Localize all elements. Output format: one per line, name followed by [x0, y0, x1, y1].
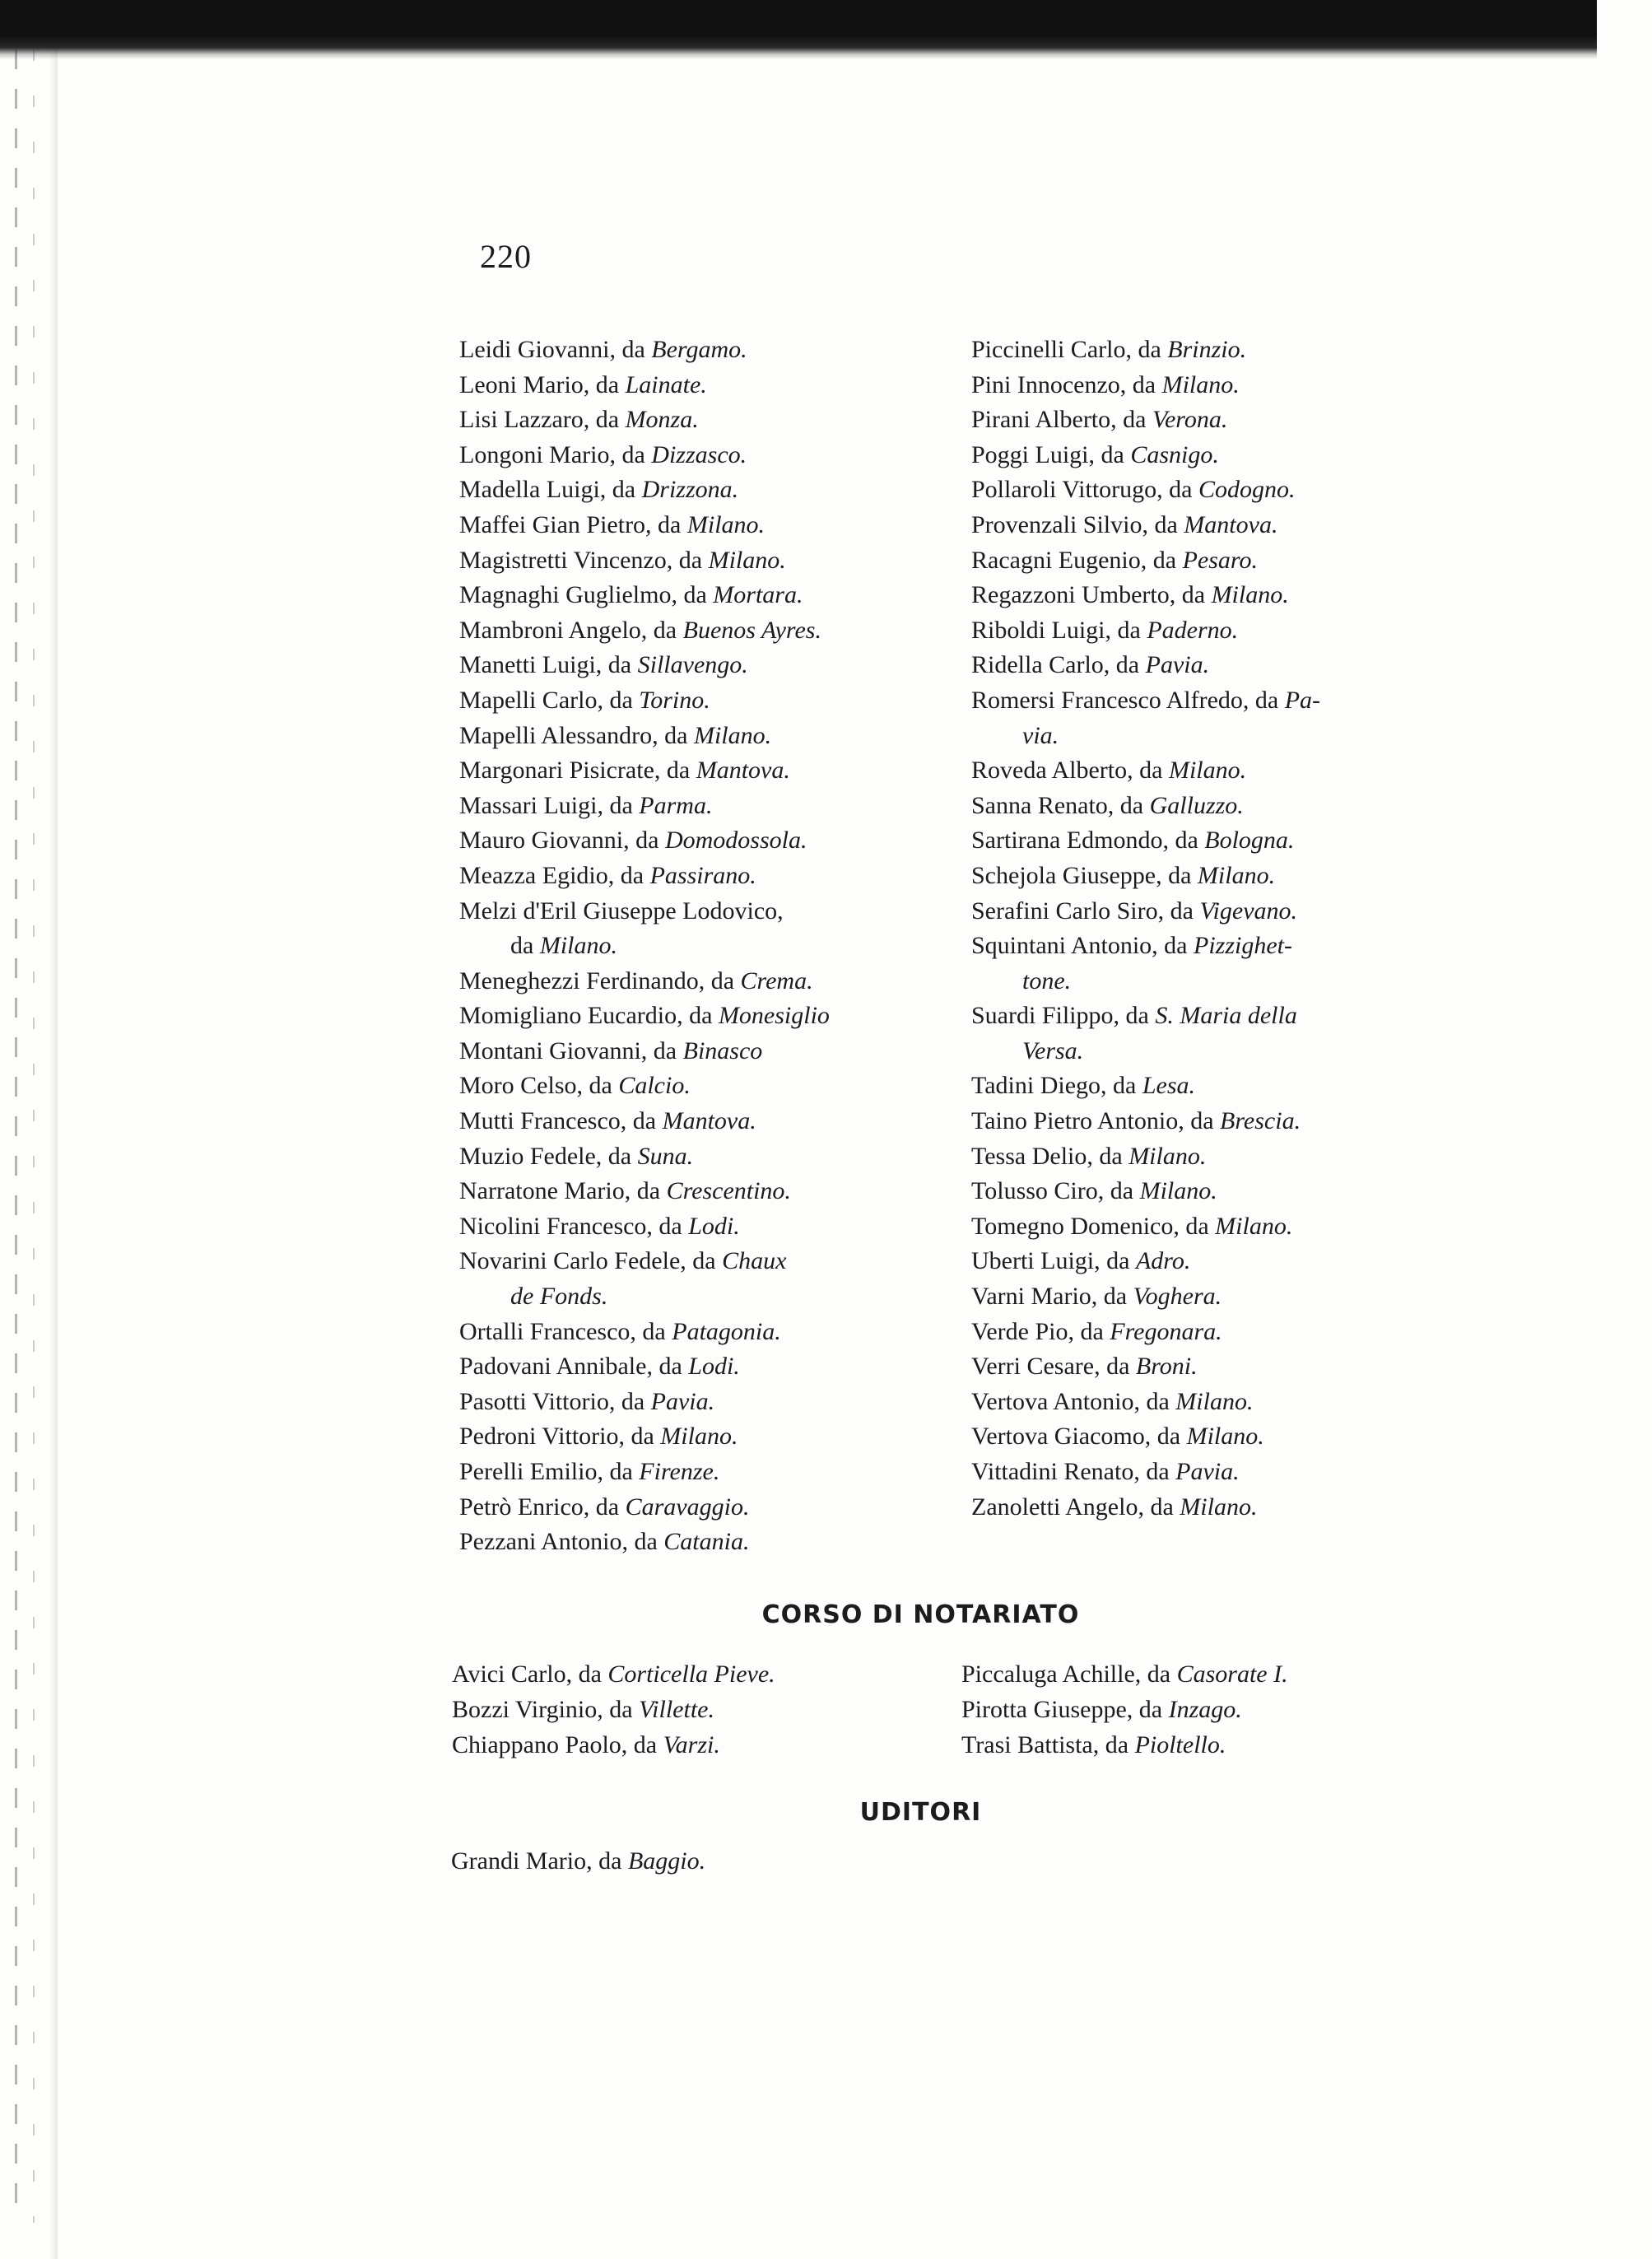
- entry-place: Milano.: [1175, 1387, 1254, 1415]
- entry-place: Galluzzo.: [1149, 791, 1244, 819]
- list-entry: [452, 1727, 880, 1763]
- entry-name: Margonari Pisicrate, da: [459, 757, 696, 785]
- entry-place: Milano.: [693, 721, 772, 749]
- entry-name: Lisi Lazzaro, da: [459, 406, 626, 434]
- list-entry: [459, 333, 896, 368]
- list-entry: [971, 1279, 1416, 1315]
- entry-name: Tessa Delio, da: [971, 1142, 1129, 1170]
- entry-place: Milano.: [1197, 861, 1276, 889]
- entry-name: Mapelli Alessandro, da: [459, 721, 694, 749]
- entry-name: Madella Luigi, da: [459, 476, 642, 504]
- list-entry: [459, 1034, 896, 1069]
- list-entry: [971, 403, 1416, 438]
- list-entry: [459, 1244, 896, 1314]
- entry-name: Pezzani Antonio, da: [459, 1528, 664, 1556]
- list-entry: [459, 543, 896, 579]
- entry-name: Romersi Francesco Alfredo, da: [971, 686, 1285, 714]
- entry-name: Vertova Giacomo, da: [971, 1423, 1187, 1451]
- list-entry: [971, 929, 1416, 999]
- entry-place: Pesaro.: [1182, 546, 1258, 574]
- entry-place: Lodi.: [688, 1353, 740, 1381]
- list-entry: [459, 964, 896, 999]
- entry-place: Villette.: [639, 1696, 714, 1723]
- entry-name: Roveda Alberto, da: [971, 757, 1169, 785]
- entry-place: Milano.: [1128, 1142, 1207, 1170]
- list-entry: [971, 1315, 1416, 1350]
- entry-name: Mambroni Angelo, da: [459, 616, 683, 644]
- entry-name: Squintani Antonio, da: [971, 932, 1194, 960]
- entry-name: Verde Pio, da: [971, 1317, 1110, 1345]
- entry-place: Caravaggio.: [625, 1493, 750, 1521]
- entry-place: Domodossola.: [664, 827, 807, 855]
- entry-place: Pioltello.: [1134, 1731, 1226, 1758]
- entry-place: Lodi.: [688, 1212, 740, 1240]
- list-entry: [971, 1069, 1416, 1104]
- entry-place: Patagonia.: [672, 1317, 781, 1345]
- list-entry: [971, 894, 1416, 929]
- list-entry: [961, 1727, 1389, 1763]
- entry-place-continuation: de Fonds.: [510, 1283, 608, 1311]
- entry-place: Torino.: [639, 686, 710, 714]
- entry-name: Melzi d'Eril Giuseppe Lodovico,: [459, 897, 784, 925]
- entry-place: Pavia.: [1145, 651, 1210, 679]
- entry-name: Pini Innocenzo, da: [971, 370, 1162, 398]
- list-entry: [459, 1139, 896, 1175]
- entry-place: Suna.: [637, 1142, 694, 1170]
- entry-name: Piccinelli Carlo, da: [971, 336, 1168, 363]
- entry-place: Crescentino.: [666, 1177, 791, 1205]
- list-entry: [459, 1385, 896, 1420]
- entry-place: Codogno.: [1198, 476, 1296, 504]
- entry-name: Chiappano Paolo, da: [452, 1731, 663, 1758]
- entry-place: Pa-: [1284, 686, 1321, 714]
- entry-name: Tolusso Ciro, da: [971, 1177, 1140, 1205]
- entry-place: Parma.: [639, 791, 713, 819]
- entry-name: Vertova Antonio, da: [971, 1387, 1176, 1415]
- list-entry: [961, 1656, 1389, 1692]
- list-entry: [459, 823, 896, 859]
- entry-name: Ortalli Francesco, da: [459, 1317, 672, 1345]
- list-entry: [971, 613, 1416, 649]
- entry-name: Vittadini Renato, da: [971, 1458, 1176, 1485]
- list-entry: [971, 473, 1416, 508]
- entry-place: Pizzighet-: [1194, 932, 1292, 960]
- entry-name: Magnaghi Guglielmo, da: [459, 581, 714, 609]
- section-heading-uditori: UDITORI: [859, 1798, 982, 1827]
- entry-name: Meneghezzi Ferdinando, da: [459, 966, 741, 994]
- entry-place: Mantova.: [1184, 510, 1278, 538]
- entry-place: Monza.: [625, 406, 699, 434]
- list-entry: [459, 1419, 896, 1455]
- list-entry: [459, 859, 896, 894]
- list-entry: [459, 1455, 896, 1490]
- entry-place: Buenos Ayres.: [682, 616, 821, 644]
- list-entry: [971, 543, 1416, 579]
- list-entry: [452, 1656, 880, 1692]
- entry-place: Milano.: [708, 546, 786, 574]
- entry-name: Tadini Diego, da: [971, 1072, 1142, 1100]
- entry-name: Muzio Fedele, da: [459, 1142, 638, 1170]
- entry-place: Calcio.: [618, 1072, 691, 1100]
- list-entry: [971, 368, 1416, 403]
- list-entry: [451, 1844, 879, 1879]
- entry-name: Leoni Mario, da: [459, 370, 626, 398]
- list-entry: [961, 1692, 1389, 1727]
- list-entry: [459, 1490, 896, 1525]
- list-entry: [459, 1104, 896, 1139]
- entry-name: Magistretti Vincenzo, da: [459, 546, 709, 574]
- scan-left-margin: [0, 0, 58, 2259]
- entry-place: Milano.: [1139, 1177, 1217, 1205]
- entry-name: Petrò Enrico, da: [459, 1493, 626, 1521]
- entry-place: Passirano.: [649, 861, 756, 889]
- entry-name: Schejola Giuseppe, da: [971, 861, 1198, 889]
- entry-name: Mapelli Carlo, da: [459, 686, 640, 714]
- entry-name: Piccaluga Achille, da: [961, 1660, 1177, 1688]
- entry-name: Narratone Mario, da: [459, 1177, 667, 1205]
- list-entry: [971, 753, 1416, 789]
- entry-name: Taino Pietro Antonio, da: [971, 1107, 1221, 1135]
- list-entry: [971, 1490, 1416, 1525]
- entry-name: Ridella Carlo, da: [971, 651, 1146, 679]
- list-entry: [971, 1455, 1416, 1490]
- notariato-list-right: [961, 1656, 1389, 1763]
- section-heading-notariato: CORSO DI NOTARIATO: [761, 1600, 1080, 1629]
- list-entry: [971, 508, 1416, 543]
- list-entry: [459, 508, 896, 543]
- entry-name: Moro Celso, da: [459, 1072, 619, 1100]
- entry-name: Racagni Eugenio, da: [971, 546, 1183, 574]
- entry-name: Novarini Carlo Fedele, da: [459, 1247, 723, 1275]
- entry-place: Firenze.: [639, 1458, 720, 1485]
- entry-name: Maffei Gian Pietro, da: [459, 510, 687, 538]
- entry-name: Avici Carlo, da: [452, 1660, 608, 1688]
- entry-name: Varni Mario, da: [971, 1283, 1133, 1311]
- entry-place: Verona.: [1152, 406, 1228, 434]
- entry-name: Longoni Mario, da: [459, 440, 652, 468]
- entry-name: Verri Cesare, da: [971, 1353, 1136, 1381]
- list-entry: [459, 1349, 896, 1385]
- list-entry: [459, 1315, 896, 1350]
- entry-name: Trasi Battista, da: [961, 1731, 1135, 1758]
- list-entry: [459, 683, 896, 719]
- entry-name: Momigliano Eucardio, da: [459, 1002, 719, 1030]
- entry-name: Sanna Renato, da: [971, 791, 1150, 819]
- entry-place: Lesa.: [1142, 1072, 1196, 1100]
- list-entry: [971, 683, 1416, 753]
- entry-place: Bergamo.: [651, 336, 747, 363]
- list-entry: [971, 1174, 1416, 1209]
- entry-place: Mantova.: [696, 757, 790, 785]
- entry-name: Pirani Alberto, da: [971, 406, 1152, 434]
- list-entry: [459, 1069, 896, 1104]
- entry-name: Meazza Egidio, da: [459, 861, 650, 889]
- entry-place: Broni.: [1135, 1353, 1198, 1381]
- entry-name: Suardi Filippo, da: [971, 1002, 1156, 1030]
- entry-place: Dizzasco.: [651, 440, 747, 468]
- entry-name: Mutti Francesco, da: [459, 1107, 663, 1135]
- entry-name: Sartirana Edmondo, da: [971, 827, 1205, 855]
- entry-name: Poggi Luigi, da: [971, 440, 1131, 468]
- entry-name: Pollaroli Vittorugo, da: [971, 476, 1198, 504]
- list-entry: [971, 1385, 1416, 1420]
- entry-place: Casorate I.: [1176, 1660, 1288, 1688]
- entry-place: Pavia.: [650, 1387, 715, 1415]
- list-entry: [971, 859, 1416, 894]
- list-entry: [459, 1525, 896, 1560]
- list-entry: [971, 648, 1416, 683]
- list-entry: [459, 578, 896, 613]
- entry-name: Perelli Emilio, da: [459, 1458, 640, 1485]
- entry-place-continuation: Versa.: [1022, 1036, 1084, 1064]
- entry-place: Milano.: [539, 932, 617, 960]
- list-entry: [459, 438, 896, 473]
- entry-name: Pirotta Giuseppe, da: [961, 1696, 1169, 1723]
- entry-place-continuation: tone.: [1022, 966, 1072, 994]
- entry-place: Inzago.: [1168, 1696, 1242, 1723]
- entry-place: Pavia.: [1175, 1458, 1240, 1485]
- entry-name: Montani Giovanni, da: [459, 1036, 683, 1064]
- list-entry: [459, 368, 896, 403]
- entry-name: Nicolini Francesco, da: [459, 1212, 689, 1240]
- entry-name: Tomegno Domenico, da: [971, 1212, 1216, 1240]
- entry-place: Milano.: [1180, 1493, 1258, 1521]
- entry-name: Bozzi Virginio, da: [452, 1696, 640, 1723]
- list-entry: [459, 719, 896, 754]
- list-entry: [459, 894, 896, 964]
- entry-name: Mauro Giovanni, da: [459, 827, 665, 855]
- student-list-right: [971, 333, 1416, 1525]
- entry-place: Brinzio.: [1167, 336, 1247, 363]
- list-entry: [459, 473, 896, 508]
- list-entry: [971, 1209, 1416, 1245]
- list-entry: [971, 578, 1416, 613]
- entry-place: Voghera.: [1133, 1283, 1222, 1311]
- list-entry: [971, 1104, 1416, 1139]
- entry-name: Leidi Giovanni, da: [459, 336, 652, 363]
- entry-place: Milano.: [1186, 1423, 1264, 1451]
- entry-place: Adro.: [1135, 1247, 1191, 1275]
- entry-place: S. Maria della: [1155, 1002, 1297, 1030]
- entry-continuation: da: [510, 932, 540, 960]
- entry-place: Varzi.: [663, 1731, 720, 1758]
- entry-place: Milano.: [660, 1423, 738, 1451]
- entry-name: Pedroni Vittorio, da: [459, 1423, 661, 1451]
- entry-name: Grandi Mario, da: [451, 1847, 628, 1875]
- list-entry: [971, 438, 1416, 473]
- list-entry: [459, 648, 896, 683]
- entry-place: Baggio.: [627, 1847, 706, 1875]
- entry-name: Zanoletti Angelo, da: [971, 1493, 1180, 1521]
- entry-place: Brescia.: [1220, 1107, 1301, 1135]
- entry-place: Milano.: [686, 510, 766, 538]
- entry-place: Casnigo.: [1130, 440, 1219, 468]
- list-entry: [971, 1244, 1416, 1279]
- entry-place: Catania.: [663, 1528, 750, 1556]
- list-entry: [971, 789, 1416, 824]
- entry-place: Vigevano.: [1199, 897, 1298, 925]
- entry-place: Milano.: [1168, 757, 1247, 785]
- entry-place: Sillavengo.: [637, 651, 748, 679]
- list-entry: [459, 403, 896, 438]
- entry-place: Crema.: [740, 966, 813, 994]
- entry-name: Riboldi Luigi, da: [971, 616, 1147, 644]
- entry-place: Milano.: [1161, 370, 1240, 398]
- entry-name: Massari Luigi, da: [459, 791, 640, 819]
- list-entry: [459, 999, 896, 1034]
- entry-place-continuation: via.: [1022, 721, 1059, 749]
- notariato-list-left: [452, 1656, 880, 1763]
- entry-place: Monesiglio: [718, 1002, 830, 1030]
- list-entry: [459, 1209, 896, 1245]
- list-entry: [452, 1692, 880, 1727]
- entry-place: Drizzona.: [641, 476, 739, 504]
- scan-binding-edge-secondary: [33, 49, 35, 2223]
- page-number: 220: [480, 238, 532, 275]
- list-entry: [459, 613, 896, 649]
- entry-name: Provenzali Silvio, da: [971, 510, 1184, 538]
- scan-top-border: [0, 0, 1597, 59]
- entry-name: Serafini Carlo Siro, da: [971, 897, 1200, 925]
- entry-place: Binasco: [682, 1036, 763, 1064]
- list-entry: [971, 1349, 1416, 1385]
- entry-place: Paderno.: [1147, 616, 1239, 644]
- entry-name: Uberti Luigi, da: [971, 1247, 1136, 1275]
- list-entry: [971, 999, 1416, 1069]
- list-entry: [971, 333, 1416, 368]
- entry-place: Bologna.: [1204, 827, 1295, 855]
- entry-place: Fregonara.: [1110, 1317, 1222, 1345]
- entry-place: Corticella Pieve.: [607, 1660, 775, 1688]
- entry-place: Chaux: [722, 1247, 787, 1275]
- list-entry: [459, 1174, 896, 1209]
- entry-place: Lainate.: [625, 370, 707, 398]
- list-entry: [971, 1139, 1416, 1175]
- list-entry: [971, 823, 1416, 859]
- entry-place: Milano.: [1215, 1212, 1293, 1240]
- entry-place: Milano.: [1211, 581, 1289, 609]
- uditori-list: [451, 1844, 879, 1879]
- scan-binding-edge: [15, 49, 17, 2223]
- entry-place: Mantova.: [662, 1107, 756, 1135]
- entry-name: Padovani Annibale, da: [459, 1353, 689, 1381]
- entry-name: Regazzoni Umberto, da: [971, 581, 1212, 609]
- list-entry: [459, 789, 896, 824]
- entry-name: Pasotti Vittorio, da: [459, 1387, 651, 1415]
- entry-name: Manetti Luigi, da: [459, 651, 638, 679]
- list-entry: [459, 753, 896, 789]
- entry-place: Mortara.: [713, 581, 803, 609]
- list-entry: [971, 1419, 1416, 1455]
- student-list-left: [459, 333, 896, 1560]
